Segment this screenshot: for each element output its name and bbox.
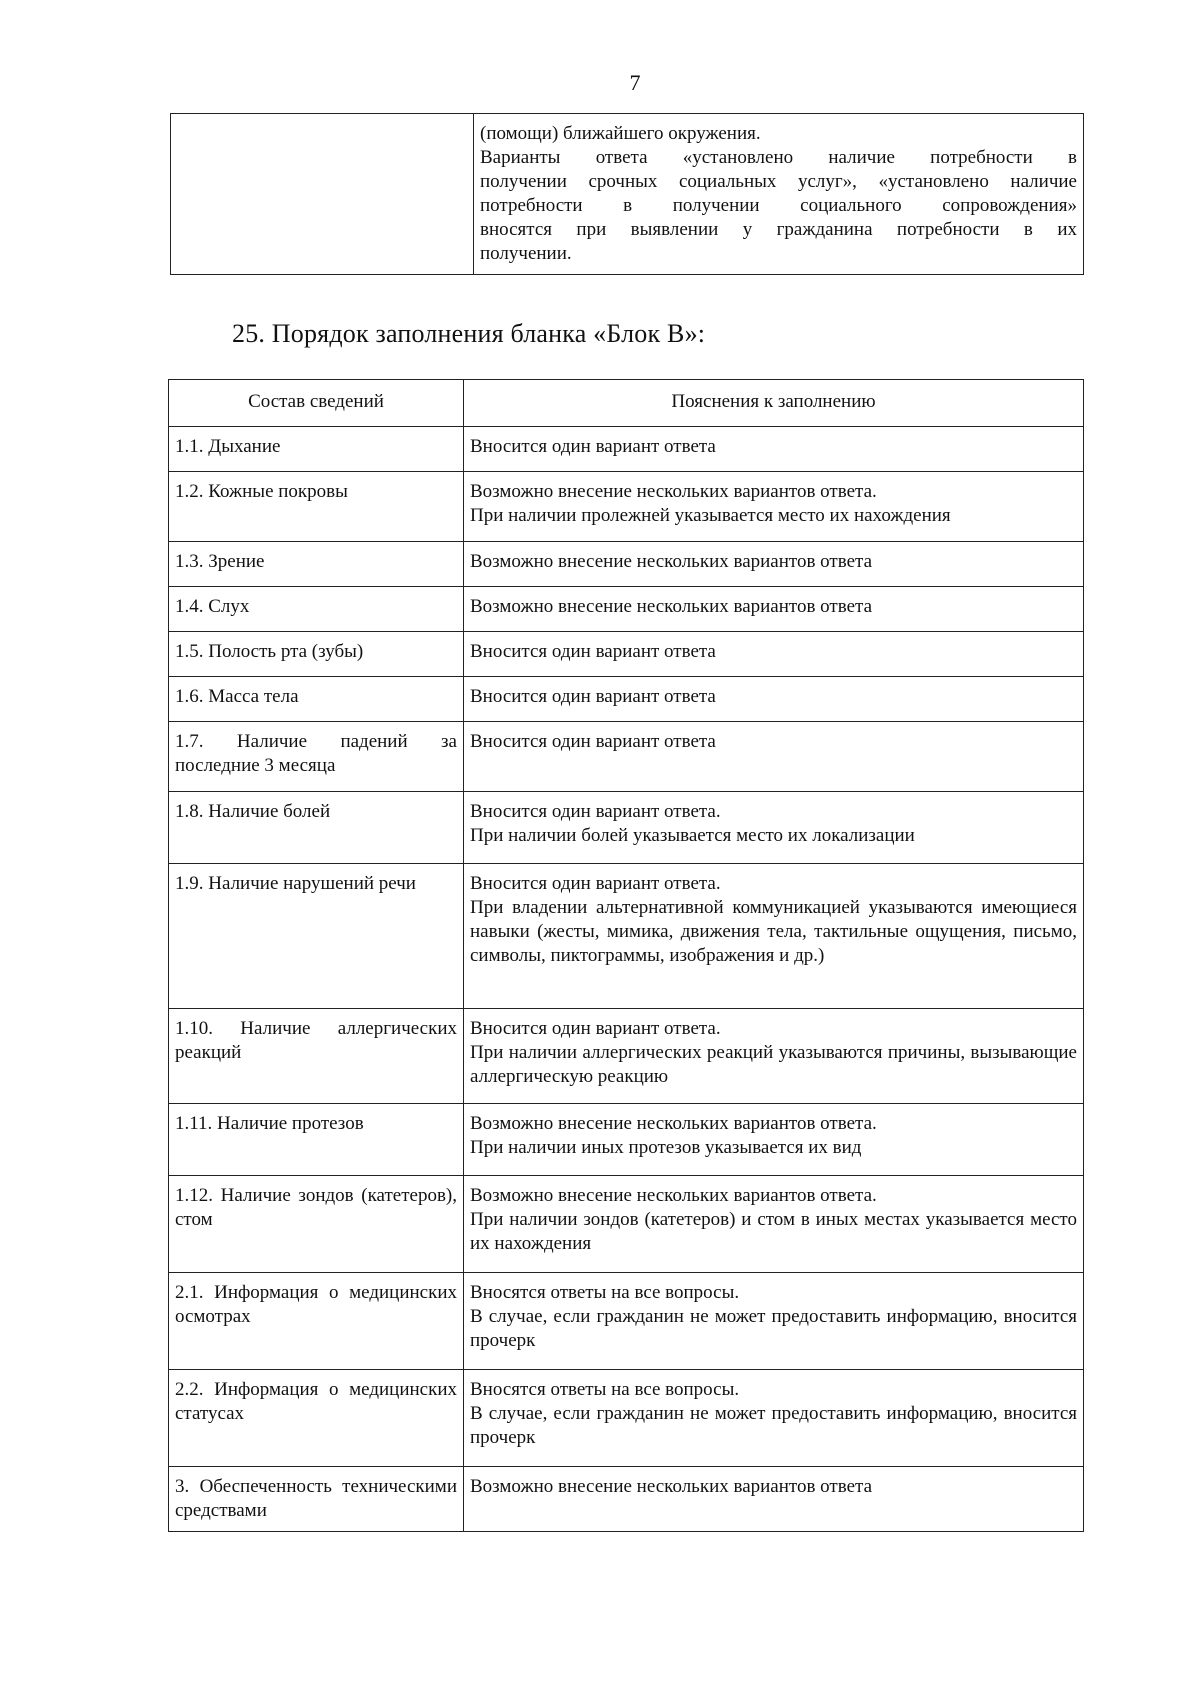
table-row [169, 542, 1084, 587]
table-cell-note [464, 427, 1084, 472]
note-line: Возможно внесение нескольких вариантов ответа. [470, 481, 877, 502]
table-body [169, 427, 1084, 1532]
text-line: потребности в получении социального сопровождения» [480, 195, 1077, 216]
note-line: При наличии болей указывается место их локализации [470, 825, 915, 846]
table-cell-note [464, 1104, 1084, 1176]
page-number: 7 [629, 70, 641, 95]
table-cell-item: 1.11. Наличие протезов [169, 1104, 464, 1176]
table-cell-note [464, 1009, 1084, 1104]
note-line: В случае, если гражданин не может предоставить информацию, вносится прочерк [470, 1306, 1077, 1351]
table-cell-note [464, 632, 1084, 677]
table-cell-note [464, 792, 1084, 864]
note-line: Вносится один вариант ответа. [470, 1018, 721, 1039]
table-row [169, 1273, 1084, 1370]
text-line: получении. [480, 243, 572, 264]
table-row [171, 114, 1084, 275]
note-line: Вносится один вариант ответа. [470, 873, 721, 894]
text-line: (помощи) ближайшего окружения. [480, 123, 761, 144]
table-row [169, 587, 1084, 632]
column-header-composition: Состав сведений [169, 380, 464, 427]
note-line: Возможно внесение нескольких вариантов ответа. [470, 1185, 877, 1206]
text-line: получении срочных социальных услуг», «установлено наличие [480, 171, 1077, 192]
table-row [169, 472, 1084, 542]
table-cell-item: 2.1. Информация о медицинских осмотрах [169, 1273, 464, 1370]
note-line: Вносится один вариант ответа [470, 686, 716, 707]
text-line: Варианты ответа «установлено наличие потребности в [480, 147, 1077, 168]
table-row [169, 1467, 1084, 1532]
table-cell-continuation [474, 114, 1084, 275]
note-line: Возможно внесение нескольких вариантов ответа [470, 1476, 872, 1497]
table-cell-note [464, 1370, 1084, 1467]
table-cell-item: 1.10. Наличие аллергических реакций [169, 1009, 464, 1104]
table-cell-note [464, 587, 1084, 632]
note-line: При наличии пролежней указывается место их нахождения [470, 505, 951, 526]
note-line: При наличии иных протезов указывается их вид [470, 1137, 862, 1158]
table-cell-item: 1.4. Слух [169, 587, 464, 632]
note-line: Возможно внесение нескольких вариантов ответа [470, 551, 872, 572]
table-cell-item: 1.2. Кожные покровы [169, 472, 464, 542]
column-header-explanation: Пояснения к заполнению [464, 380, 1084, 427]
table-cell-note [464, 542, 1084, 587]
note-line: При наличии зондов (катетеров) и стом в иных местах указывается место их нахождения [470, 1209, 1077, 1254]
continuation-table [170, 113, 1084, 275]
note-line: Вносится один вариант ответа [470, 731, 716, 752]
table-cell-item: 1.3. Зрение [169, 542, 464, 587]
table-row [169, 632, 1084, 677]
note-line: При владении альтернативной коммуникацией указываются имеющиеся навыки (жесты, мимика, движения тела, тактильные ощущения, письмо, символы, пиктограммы, изображения и др.) [470, 897, 1077, 966]
table-cell-note [464, 677, 1084, 722]
note-line: Вносится один вариант ответа [470, 641, 716, 662]
note-line: Вносится один вариант ответа. [470, 801, 721, 822]
text-line: вносятся при выявлении у гражданина потребности в их [480, 219, 1077, 240]
table-cell-item: 3. Обеспеченность техническими средствами [169, 1467, 464, 1532]
table-cell-empty [171, 114, 474, 275]
table-row [169, 722, 1084, 792]
table-cell-item: 1.8. Наличие болей [169, 792, 464, 864]
table-row [169, 792, 1084, 864]
note-line: Вносятся ответы на все вопросы. [470, 1282, 740, 1303]
note-line: Возможно внесение нескольких вариантов ответа [470, 596, 872, 617]
table-row [169, 427, 1084, 472]
table-cell-item: 2.2. Информация о медицинских статусах [169, 1370, 464, 1467]
table-header-row [169, 380, 1084, 427]
table-cell-note [464, 1176, 1084, 1273]
note-line: При наличии аллергических реакций указываются причины, вызывающие аллергическую реакцию [470, 1042, 1077, 1087]
table-row [169, 864, 1084, 1009]
table-cell-item: 1.6. Масса тела [169, 677, 464, 722]
table-row [169, 1370, 1084, 1467]
table-cell-item: 1.1. Дыхание [169, 427, 464, 472]
section-heading: 25. Порядок заполнения бланка «Блок В»: [232, 319, 706, 348]
table-cell-item: 1.5. Полость рта (зубы) [169, 632, 464, 677]
table-cell-note [464, 722, 1084, 792]
note-line: Возможно внесение нескольких вариантов ответа. [470, 1113, 877, 1134]
note-line: В случае, если гражданин не может предоставить информацию, вносится прочерк [470, 1403, 1077, 1448]
table-row [169, 1176, 1084, 1273]
table-cell-item: 1.7. Наличие падений за последние 3 месяца [169, 722, 464, 792]
table-row [169, 1009, 1084, 1104]
table-cell-note [464, 864, 1084, 1009]
table-row [169, 677, 1084, 722]
table-cell-item: 1.12. Наличие зондов (катетеров), стом [169, 1176, 464, 1273]
note-line: Вносится один вариант ответа [470, 436, 716, 457]
block-v-table [168, 379, 1084, 1532]
table-cell-item: 1.9. Наличие нарушений речи [169, 864, 464, 1009]
table-row [169, 1104, 1084, 1176]
table-cell-note [464, 1467, 1084, 1532]
note-line: Вносятся ответы на все вопросы. [470, 1379, 740, 1400]
table-cell-note [464, 1273, 1084, 1370]
table-cell-note [464, 472, 1084, 542]
